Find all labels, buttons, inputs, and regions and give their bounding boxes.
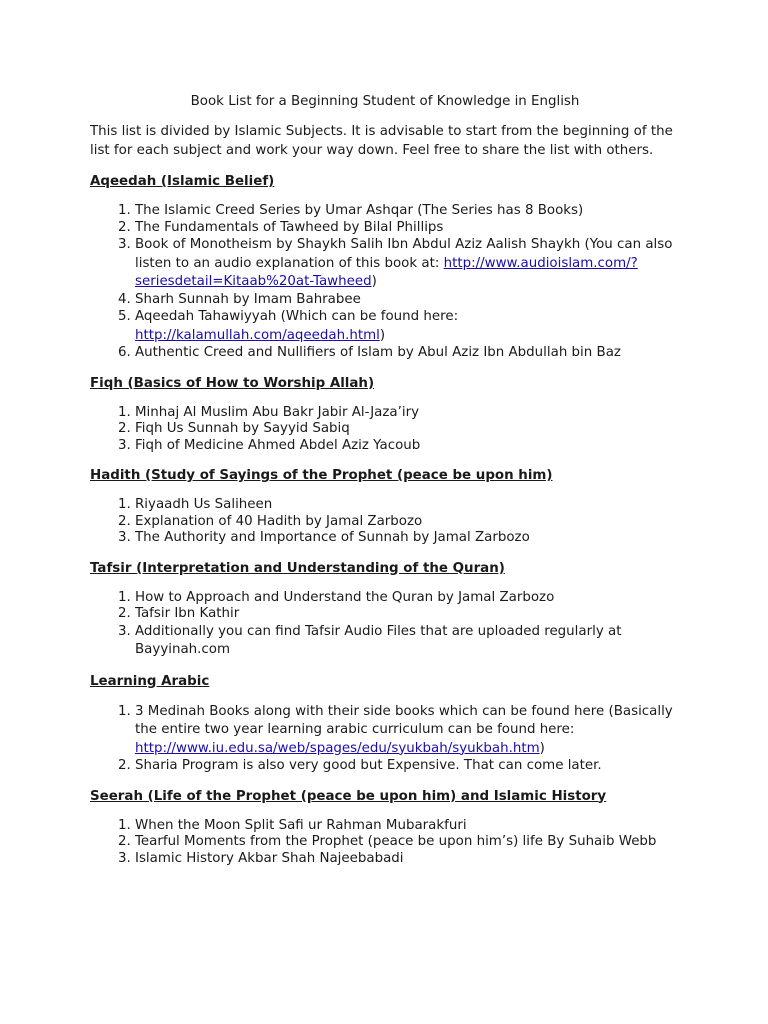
section-heading-tafsir: Tafsir (Interpretation and Understanding of the Quran) — [90, 560, 505, 576]
list-item: 1. Minhaj Al Muslim Abu Bakr Jabir Al-Jaza’iry — [135, 405, 680, 422]
section-heading-fiqh: Fiqh (Basics of How to Worship Allah) — [90, 375, 375, 391]
book-list-arabic — [90, 703, 680, 775]
list-item: 3. Islamic History Akbar Shah Najeebabadi — [135, 851, 680, 868]
list-item: 3. Additionally you can find Tafsir Audio Files that are uploaded regularly at Bayyinah.com — [135, 623, 680, 660]
list-item: 2. Explanation of 40 Hadith by Jamal Zarbozo — [135, 514, 680, 531]
list-item: 1. Riyaadh Us Saliheen — [135, 497, 680, 514]
document-page — [90, 93, 680, 880]
list-item: 2. Fiqh Us Sunnah by Sayyid Sabiq — [135, 421, 680, 438]
iu-edu-link[interactable]: http://www.iu.edu.sa/web/spages/edu/syukbah/syukbah.htm — [135, 740, 540, 756]
book-list-tafsir — [90, 590, 680, 660]
list-item: 3. Book of Monotheism by Shaykh Salih Ibn Abdul Aziz Aalish Shaykh (You can also listen to an audio explanation of this book at: http://www.audioislam.com/?seriesdetail=Kitaab%20at-Tawheed) — [135, 236, 680, 292]
list-item: 3. The Authority and Importance of Sunnah by Jamal Zarbozo — [135, 530, 680, 547]
section-heading-hadith: Hadith (Study of Sayings of the Prophet (peace be upon him) — [90, 468, 553, 483]
section-heading-arabic: Learning Arabic — [90, 673, 210, 689]
kalamullah-link[interactable]: http://kalamullah.com/aqeedah.html — [135, 327, 380, 343]
book-list-fiqh — [90, 405, 680, 455]
list-item: 3. Fiqh of Medicine Ahmed Abdel Aziz Yacoub — [135, 438, 680, 455]
list-item: 1. 3 Medinah Books along with their side books which can be found here (Basically the entire two year learning arabic curriculum can be found here: http://www.iu.edu.sa/web/spages/edu/syukbah/syukbah.htm) — [135, 703, 680, 759]
list-item: 4. Sharh Sunnah by Imam Bahrabee — [135, 292, 680, 309]
list-item: 1. When the Moon Split Safi ur Rahman Mubarakfuri — [135, 818, 680, 835]
section-heading-aqeedah: Aqeedah (Islamic Belief) — [90, 174, 275, 189]
audioislam-link[interactable]: http://www.audioislam.com/?seriesdetail=Kitaab%20at-Tawheed — [135, 255, 638, 289]
list-item: 2. Tafsir Ibn Kathir — [135, 606, 680, 623]
list-item: 2. Sharia Program is also very good but Expensive. That can come later. — [135, 758, 680, 775]
list-item: 5. Aqeedah Tahawiyyah (Which can be found here: http://kalamullah.com/aqeedah.html) — [135, 308, 680, 345]
list-item: 2. Tearful Moments from the Prophet (peace be upon him’s) life By Suhaib Webb — [135, 834, 680, 851]
list-item: 1. The Islamic Creed Series by Umar Ashqar (The Series has 8 Books) — [135, 203, 680, 220]
section-heading-seerah: Seerah (Life of the Prophet (peace be upon him) and Islamic History — [90, 788, 607, 804]
document-title: Book List for a Beginning Student of Knowledge in English — [190, 94, 580, 109]
intro-paragraph: This list is divided by Islamic Subjects. It is advisable to start from the beginning of the list for each subject and work your way down. Feel free to share the list with others. — [90, 124, 673, 158]
book-list-seerah — [90, 818, 680, 868]
list-item: 1. How to Approach and Understand the Quran by Jamal Zarbozo — [135, 590, 680, 607]
book-list-aqeedah — [90, 203, 680, 362]
list-item: 2. The Fundamentals of Tawheed by Bilal Phillips — [135, 220, 680, 237]
list-item: 6. Authentic Creed and Nullifiers of Islam by Abul Aziz Ibn Abdullah bin Baz — [135, 345, 680, 362]
book-list-hadith — [90, 497, 680, 547]
